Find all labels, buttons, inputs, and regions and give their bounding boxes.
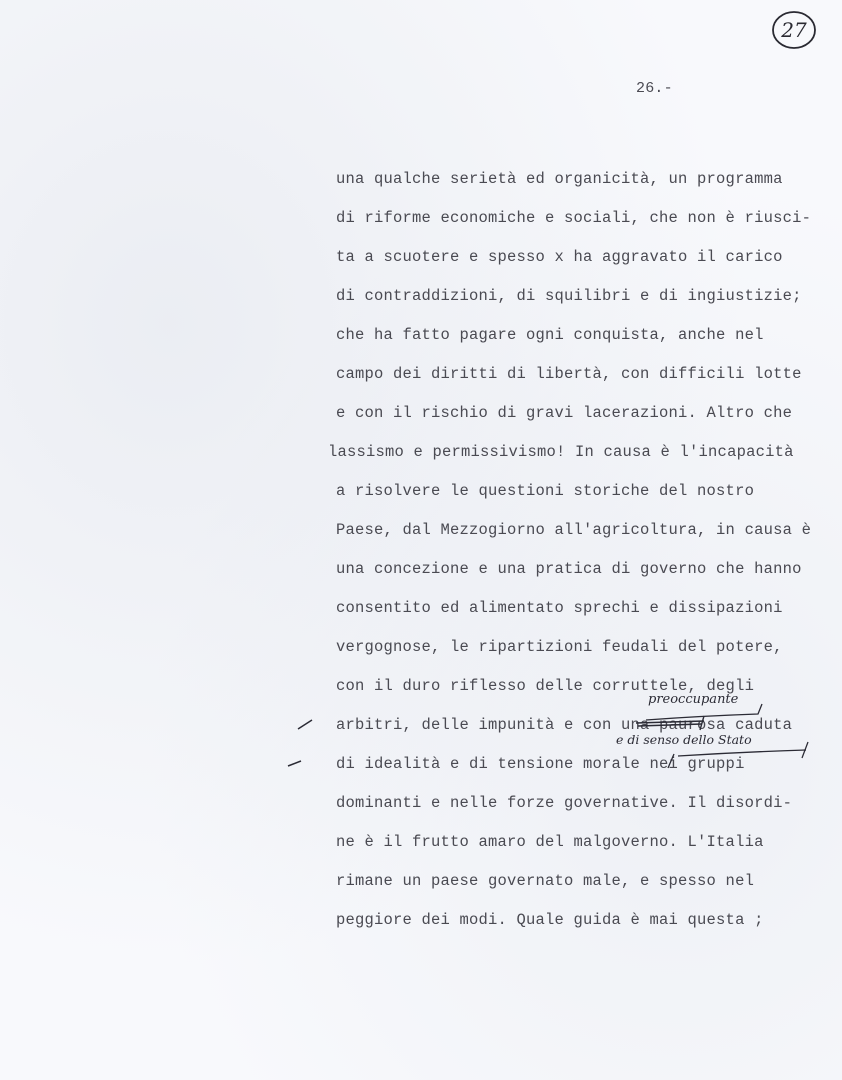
margin-tick-mark [286,756,306,770]
text-line: rimane un paese governato male, e spesso nel [336,872,755,890]
text-line: dominanti e nelle forze governative. Il disordi- [336,794,793,812]
stamp-number: 27 [781,18,807,42]
insertion-underline [612,740,812,770]
handwritten-insertion: preoccupante [648,692,739,707]
text-line: arbitri, delle impunità e con una paurosa caduta [336,716,793,734]
text-line: una qualche serietà ed organicità, un programma [336,170,783,188]
text-line: vergognose, le ripartizioni feudali del potere, [336,638,783,656]
text-line: lassismo e permissivismo! In causa è l'incapacità [328,443,794,461]
text-line: che ha fatto pagare ogni conquista, anche nel [336,326,764,344]
margin-tick-mark [296,717,316,731]
text-line: campo dei diritti di libertà, con difficili lotte [336,365,802,383]
text-line: ta a scuotere e spesso x ha aggravato il carico [336,248,783,266]
handwritten-insertion: e di senso dello Stato [616,732,752,747]
insertion-underline [640,700,770,724]
text-line: e con il rischio di gravi lacerazioni. Altro che [336,404,793,422]
text-line: di idealità e di tensione morale nei gruppi [336,755,745,773]
text-line: con il duro riflesso delle corruttele, degli [336,677,755,695]
text-line: consentito ed alimentato sprechi e dissipazioni [336,599,783,617]
text-line: di contraddizioni, di squilibri e di ingiustizie; [336,287,802,305]
page-number: 26.- [636,80,673,97]
text-line: Paese, dal Mezzogiorno all'agricoltura, in causa è [336,521,812,539]
text-line: ne è il frutto amaro del malgoverno. L'Italia [336,833,764,851]
text-line: a risolvere le questioni storiche del nostro [336,482,755,500]
text-line: una concezione e una pratica di governo che hanno [336,560,802,578]
text-line: peggiore dei modi. Quale guida è mai questa ; [336,911,764,929]
text-line: di riforme economiche e sociali, che non è riusci- [336,209,812,227]
